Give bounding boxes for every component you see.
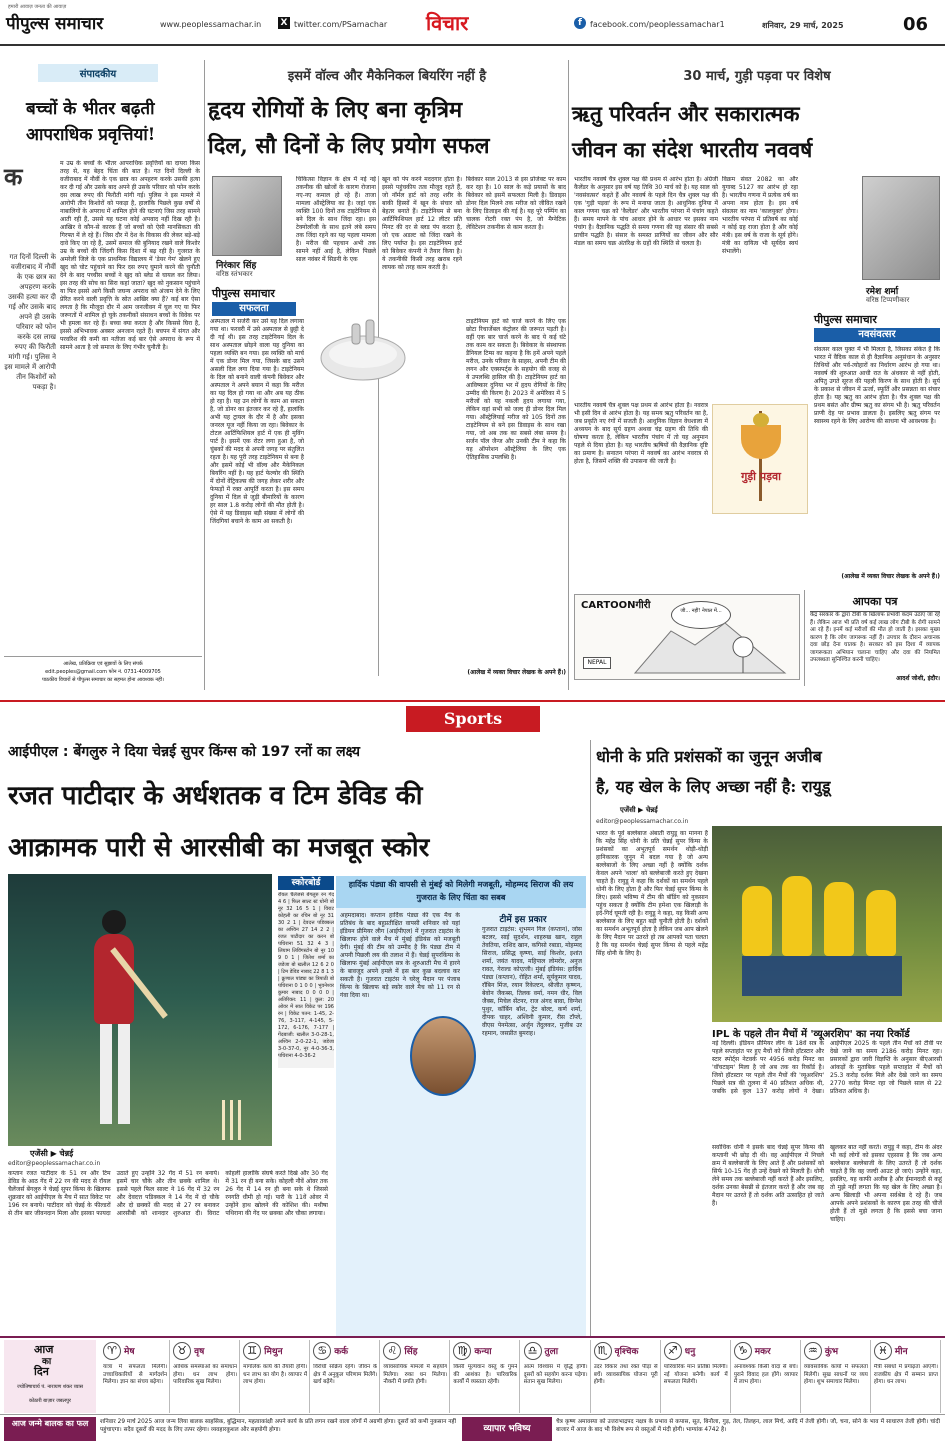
- rashi-text: पारिवारिक मान प्रतिष्ठा मिलेगी। नई योजना बनेगी। कार्य में सफलता मिलेगी।: [663, 1364, 728, 1385]
- navvarsh-col-right: संवत्सर काल युक्त में भी मिलता है, जिसका संकेत है कि भारत में वैदिक काल से ही वैज्ञानिक अनुसंधान के अनुसार तिथियों और पर्व-त्योहारों का निर्धारण आरंभ हो गया था। नववर्ष की शुरुआत आधी रात के अंधकार से नहीं होती, अपितु उगते सूरज की पहली किरण के साथ होती है। सूर्य के प्रकाश से जीवन में ऊर्जा, स्फूर्ति और प्रसन्नता का संचार होता है। यह ऋतु का आरंभ होता है। चैत्र शुक्ल पक्ष की प्रथम बसंत और ग्रीष्म ऋतु का संगम भी है। ऋतु परिवर्तन प्राणी देह पर प्रभाव डालता है। इसलिए ऋतु संगम पर स्वास्थ्य रहने के लिए आरोग्य की साधना भी आवश्यक है।: [814, 346, 940, 425]
- rashi-cell: [591, 1340, 661, 1413]
- navvarsh-headline: [572, 96, 944, 168]
- editorial-tag: संपादकीय: [38, 64, 158, 82]
- aaj-ka-din-2: का: [42, 1357, 52, 1367]
- twitter-link[interactable]: twitter.com/PSamachar: [294, 20, 388, 29]
- cartoon-box: [574, 594, 800, 680]
- hardik-headline: हार्दिक पंड्या की वापसी से मुंबई को मिलेगी मजबूती, मोहम्मद सिराज की लय गुजरात के लिए चिंता का सबब: [336, 876, 586, 908]
- author-name-ramesh: रमेश शर्मा: [866, 287, 899, 297]
- rashi-text: उदर विकार तथा रक्त पीड़ा से बचें। व्यावसायिक योजना पूरी होगी।: [593, 1364, 658, 1385]
- author-role-nirankar: वरिष्ठ स्तंभकार: [216, 270, 253, 278]
- dhoni-body-2: सर्वाधिक धोनी ने इसके बाद चेन्नई सुपर किंग्स की कप्तानी भी छोड़ दी थी। वह आईपीएल में निचले क्रम में बल्लेबाजी के लिए आते हैं और प्रशंसकों को सिर्फ 10-15 गेंद ही उन्हें देखने को मिलती हैं। धोनी लेने समय तक बल्लेबाजी नहीं करते हैं और इसलिए, दर्शक उनका बेसब्री से इंतजार करते हैं और जब वह मैदान पर उतरते हैं तो दर्शक अति उत्साहित हो जाते हैं।: [712, 1144, 824, 1207]
- dhoni-headline-1: धोनी के प्रति प्रशंसकों का जुनून अजीब: [596, 747, 822, 766]
- dhoni-body-3: खुलकर बात नहीं करते। रायुडू ने कहा, टीम के अंदर भी कई लोगों को इसका एहसास है कि जब अन्य बल्लेबाज बल्लेबाजी के लिए उतरते हैं तो दर्शक चाहते हैं कि वह जल्दी आउट हो जाएं। उन्होंने कहा, इसलिए, यह काफी अजीब है और ईमानदारी से कहूं तो मुझे नहीं लगता कि यह खेल के लिए अच्छा है। अन्य खिलाड़ी भी अपना सर्वश्रेष्ठ दे रहे हैं। जब आपके अपने प्रशंसकों के कारण इस तरह की चीजें होती हैं तो मुझे लगता है कि इससे बचा जाना चाहिए।: [830, 1144, 942, 1223]
- rashi-name: सिंह: [404, 1347, 418, 1357]
- rashi-name: कन्या: [474, 1347, 492, 1357]
- masthead-logo[interactable]: पीपुल्स समाचार: [6, 14, 104, 34]
- letter-title: आपका पत्र: [810, 594, 940, 612]
- footer-line-2[interactable]: edit.peoples@gmail.com फोन नं. 0731-4009705: [45, 669, 161, 675]
- rcb-batsman-photo: [8, 874, 272, 1146]
- rashi-text: यात्रा में सफलता मिलेगी। उच्चाधिकारियों से मार्गदर्शन मिलेगा। ज्ञान का संचय बढ़ेगा।: [103, 1364, 168, 1385]
- ipl-headline-2: आक्रामक पारी से आरसीबी का मजबूत स्कोर: [8, 833, 430, 863]
- zodiac-icon: ♊: [243, 1342, 261, 1360]
- astrologer-name: ज्योतिषाचार्य पं. नारायण शंकर व्यास: [16, 1384, 84, 1390]
- ipl-record-title: IPL के पहले तीन मैचों में 'व्यूअरशिप' का नया रिकॉर्ड: [712, 1029, 910, 1040]
- cartoon-drawing: [575, 615, 799, 679]
- dhoni-headline-2: है, यह खेल के लिए अच्छा नहीं है: रायुडू: [596, 777, 831, 796]
- rashi-cell: [450, 1340, 520, 1413]
- navvarsh-col1: भारतीय नववर्ष चैत्र शुक्ल पक्ष की प्रथम से आरंभ होता है। अंग्रेजी कैलेंडर के अनुसार इस वर्ष यह तिथि 30 मार्च को है। यह साल को 'नवसंवत्सर' कहते हैं और नववर्ष के पहले दिन चैत्र शुक्ल पक्ष की एक 'गुड़ी पड़वा' के रूप में मनाया जाता है। आधुनिक दुनिया में काल गणना चक्र को 'कैलेंडर' और भारतीय परंपरा में पंचांग कहते हैं। समय मापने के पांच आधार होने के आधार पर इसका नाम पंचांग है। वैज्ञानिक पद्धति से समय गणना की यह संसार की सबसे प्राचीन पद्धति है। संसार के समस्त प्राणियों का जीवन और सौर मंडल का समय चक्र अंतरिक्ष के ग्रहों की स्थिति से चलता है।: [574, 176, 718, 247]
- gudi-padwa-image: [712, 404, 808, 514]
- heart-footer: (आलेख में व्यक्त विचार लेखक के अपने हैं।): [467, 669, 566, 676]
- vyapar-bhavishya-text: चैत्र कृष्ण अमावस्या को उत्तराभाद्रपद नक्षत्र के प्रभाव से कपास, सूत, बिनौला, गुड़, तेल, तिलहन, लाल मिर्च, आदि में तेजी होगी। जौ, चना, सोने के भाव में साधारण तेजी होगी। चांदी बाजार में आज के बाद भी विशेष रूप से वस्तुओं में मंदी होगी। भाग्यांक 4742 है।: [556, 1419, 940, 1433]
- section-title: विचार: [426, 11, 469, 35]
- navvarsh-col2: विक्रम संवत 2082 का और युगाब्द 5127 का आरंभ हो रहा है। भारतीय गणना में प्रत्येक वर्ष का अपना नाम होता है। इस वर्ष संवत्सर का नाम 'कालयुक्त' होगा। भारतीय परंपरा में प्रतिवर्ष का कोई न कोई ग्रह राजा होता है और कोई मंत्री। इस वर्ष के राजा के सूर्य होंगे। मंत्री का दायित्व भी सूर्यदेव स्वयं संभालेंगे।: [722, 176, 798, 255]
- rashi-name: वृश्चिक: [614, 1347, 639, 1357]
- hardik-body: अहमदाबाद। कप्तान हार्दिक पंड्या की एक मैच के प्रतिबंध के बाद बहुप्रतीक्षित वापसी शनिवार को यहां इंडियन प्रीमियर लीग (आईपीएल) में गुजरात टाइटंस के खिलाफ होने वाले मैच में मुंबई इंडियंस को मजबूती देगी। मुंबई की टीम को उम्मीद है कि पंड्या टीम में अपनी पिछली लय की तलाश में हैं। चेन्नई सुपरकिंग्स के खिलाफ मुंबई आईपीएल सत्र के शुरुआती मैच में हारने के बावजूद अपने हमले में इस बार कुछ बदलाव कर सकती है। गुजरात टाइटंस ने घरेलू मैदान पर पंजाब किंग्स के खिलाफ बड़े स्कोर वाले मैच को 11 रन से गंवा दिया था।: [340, 912, 460, 999]
- page-number: 06: [903, 14, 929, 35]
- ipl-byline: एजेंसी ▶ चेन्नई: [30, 1149, 74, 1158]
- heart-body-lower-left: अस्पताल में सर्जरी कर उसे यह दिल लगाया गया था। फरवरी में उसे अस्पताल से छुट्टी दे दी गई थी। इस तरह टाइटेनियम दिल के साथ अस्पताल छोड़ने वाला यह दुनिया का पहला व्यक्ति बन गया। इस व्यक्ति को मार्च में एक डोनर मिल गया, जिसके बाद उसने असली दिल लगा दिया गया है। टाइटेनियम के दिल को बनाने वाली कंपनी बिवेकर और अस्पताल ने अपने बयान में कहा कि मरीज का यह दिल हो गया था और अब यह ठीक हो रहा है। यह उन लोगों के काम आ सकता है, जो डोनर का इंतजार कर रहे हैं, हालांकि अभी यह ट्रायल के दौर में है और इसका जनरल यूज नहीं किया जा रहा। बिवेकार के टोटल आर्टिफिशियल हार्ट में एक ही मुविंग पार्ट है। इसमें एक रोटर लगा हुआ है, जो चुंबकों की मदद से अपनी जगह पर संतुलित रहता है। यह पूरी तरह टाइटेनियम से बना है और इसमें कोई भी वॉल्व और मैकेनिकल बियरिंग नहीं है। यह हार्ट फेल्योर की स्थिति में दोनों वेंट्रिकल्स की जगह लेकर शरीर और फेफड़ों में रक्त आपूर्ति करता है। इस समय दुनिया में दिल से जुड़ी बीमारियों के कारण हर साल 1.8 करोड़ लोगों की मौत होती है। ऐसे में यह डिवाइस बड़ी संख्या में लोगों की जिंदगियां बचाने के काम आ सकती है।: [210, 318, 304, 525]
- author-photo-ramesh: [862, 176, 940, 280]
- zodiac-icon: ♐: [664, 1342, 682, 1360]
- rashi-text: आर्थिक समस्याओं का समाधान होगा। धन लाभ होगा। पारिवारिक सुख मिलेगा।: [173, 1364, 238, 1385]
- astrologer-place: कोठारी बाज़ार जबलपुर: [29, 1398, 71, 1404]
- rashi-cell: [380, 1340, 450, 1413]
- cartoon-sign: NEPAL: [583, 657, 611, 669]
- facebook-link[interactable]: facebook.com/peoplessamachar1: [590, 20, 725, 29]
- rashi-text: किसी मूल्यवान वस्तु के गुमने की आशंका है। पारिवारिक कार्यों में व्यस्तता रहेगी।: [453, 1364, 518, 1385]
- ipl-record-body: नई दिल्ली। इंडियन प्रीमियर लीग के 18वें सत्र के पहले सप्ताहांत पर हुए मैचों को जियो हॉटस्टार और स्टार स्पोर्ट्स नेटवर्क पर 4956 करोड़ मिनट का 'वॉचटाइम' मिला है जो अब तक का रिकॉर्ड है। जियो हॉटस्टार पर पहले तीन मैचों की 'व्यूअरशिप' पिछले सत्र की तुलना में 40 प्रतिशत अधिक थी, जबकि इसे कुल 137 करोड़ लोगों ने देखा। आईपीएल 2025 के पहले तीन मैचों को टीवी पर देखे जाने का समय 2186 करोड़ मिनट रहा। प्रसारकों द्वारा जारी विज्ञप्ति के अनुसार बीएआरसी आंकड़ों के मुताबिक पहले सप्ताहांत में मैचों को 25.3 करोड़ दर्शक मिले और देखे जाने का समय 2770 करोड़ मिनट रहा जो पिछले साल से 22 प्रतिशत अधिक है।: [712, 1040, 942, 1095]
- rashi-name: तुला: [544, 1347, 559, 1357]
- ipl-body: कप्तान रजत पाटीदार के 51 रन और टिम डेविड के आठ गेंद में 22 रन की मदद से रॉयल चैलेंजर्स बेंगलुरु ने चेन्नई सुपर किंग्स के खिलाफ शुक्रवार को आईपीएल के मैच में सात विकेट पर 196 रन बनाये। पाटीदार को चेन्नई के फील्डरों से तीन बार जीवनदान मिला और इसका फायदा उठाते हुए उन्होंने 32 गेंद में 51 रन बनाये। इसमें चार चौके और तीन छक्के शामिल थे। इससे पहले फिल साल्ट ने 16 गेंद में 32 रन और देवदत्त पडिक्कल ने 14 गेंद में दो चौके और दो छक्कों की मदद से 27 रन बनाकर आरसीबी को शानदार शुरुआत दी। विराट कोहली हालांकि संघर्ष करते दिखे और 30 गेंद में 31 रन ही बना सके। कोहली नौवें ओवर तक 26 गेंद में 14 रन ही बना सके थे जिससे रनगति धीमी हो गई। पारी के 11वें ओवर में उन्होंने हाथ खोलने की कोशिश की। मथीषा पथिराना की गेंद पर छक्का और चौका लगाया।: [8, 1170, 328, 1217]
- rashi-name: मीन: [894, 1347, 908, 1357]
- heart-kicker: इसमें वॉल्व और मैकेनिकल बियरिंग नहीं है: [287, 69, 487, 84]
- rashi-text: मैत्री संबंधों में प्रगाढ़ता आएगी। राजकीय क्षेत्र में सम्मान प्राप्त होगा। धन लाभ।: [873, 1364, 938, 1385]
- heart-col2: खून को पंप करने मददगार होता है। इससे पहुंचकीय तत्व मौजूद रहते हैं, जो नॉर्मल हार्ट को तरह शरीर के बाकी हिस्सों में खून के संचार को बेहतर बनाते हैं। टाइटेनियम से बना आर्टिफिशियल हार्ट 12 लीटर प्रति मिनट की दर से ब्लड पंप करता है, जो एक अडल्ट को जिंदा रखने के लिए पर्याप्त है। इस टाइटेनियम हार्ट को बिवेकर कंपनी ने तैयार किया है। ये तकनीकी किसी तरह खराब रहने लायक को तरह काम करती है।: [382, 176, 462, 271]
- ipl-headline: [8, 770, 592, 874]
- dhoni-headline: [596, 742, 942, 802]
- sports-banner: Sports: [406, 706, 540, 732]
- issue-date: शनिवार, 29 मार्च, 2025: [762, 21, 844, 30]
- rashi-name: कुंभ: [824, 1347, 839, 1357]
- zodiac-icon: ♈: [103, 1342, 121, 1360]
- rashi-name: मेष: [124, 1347, 135, 1357]
- heart-headline: [208, 92, 568, 164]
- editorial-footer: [4, 660, 202, 684]
- masthead-tagline: हमारी आवाज़ जनता की आवाज़: [8, 4, 67, 10]
- editorial-body: म उम्र के बच्चों के भीतर आपराधिक प्रवृत्तियों का दायरा किस तरह से, यह बेहद चिंता की बात है। गत दिनों दिल्ली के वजीराबाद में नौवीं के एक छात्र का अपहरण करके उसकी हत्या कर दी गई और उसके बाद अपने ही उसके परिवार को फोन करके दस लाख रुपए की फिरौती मांगी गई। पुलिस ने इस मामले में आरोपी तीन किशोरों को पकड़ा है, हालांकि पिछले कुछ वर्षों से नाबालिगों के अपराध में शामिल होने की घटनाएं जिस तरह सामने आती रही हैं, उससे यह घटना कोई अपवाद नहीं दिख रही है। आखिर वे कौन-से कारक हैं जो बच्चों को ऐसी मानसिकता की गिरफ्त में ले रहे हैं। जिस दौर में देश के विकास की लेकर बड़े-बड़े दावे किए जा रहे हैं, उसमें समाज की बुनियाद रखने वाले किशोर उम्र के बच्चों की जिंदगी किस दिशा में बढ़ रही है। गुजरात के अमरेली जिले के एक प्राथमिक विद्यालय में 'डेयर गेम' खेलने हुए खुद को चोट पहुंचाने का फिर दस रुपए घुमाने करने की चुनौती देने के बाद पच्चीस बच्चों ने खुद को ब्लेड से घायल कर लिया। इस तरह की सोच का सिरा कहां जाता? खुद को नुकसान पहुंचाने या फिर इससे आगे किसी जघन्य अपराध को अंजाम देने के लिए प्रेरित करने वाली प्रवृत्ति के स्रोत आखिर क्या हैं? कई बार ऐसा लगता है कि मौजूदा दौर में आम जनजीवन में घुल गए या फिर जरूरतों में शामिल हो चुके तकनीकों संसाधन बच्चों के विवेक पर भी हमला कर रहे हैं। बच्चा क्या करता है और किससे घिरा है, इससे अभिभावक अक्सर अनजान रहते हैं। बचपन में संगत और परवरिश की कमी का नतीजा कई बार ऐसे अपराध के रूप में सामने आता है जो समाज के लिए गंभीर चुनौती है।: [60, 160, 200, 351]
- zodiac-icon: ♋: [313, 1342, 331, 1360]
- x-icon: X: [278, 17, 290, 29]
- zodiac-icon: ♑: [734, 1342, 752, 1360]
- gudi-padwa-label: गुड़ी पड़वा: [741, 470, 781, 483]
- hardik-story-box: [336, 876, 586, 1336]
- csk-players-photo: [712, 826, 942, 1022]
- rashi-name: धनु: [684, 1347, 696, 1357]
- janme-balak-text: शनिवार 29 मार्च 2025 आज जन्म लिया बालक साहसिक, बुद्धिमान, महत्वाकांक्षी अपने कार्य के प्रति लगन रखने वाला लोगों में अग्रणी होगा। दूसरों को कभी नुकसान नहीं पहुंचाएगा। सदैव दूसरों की मदद के लिए तत्पर रहेगा। व्यवहारकुशल और सहयोगी होगा।: [100, 1419, 456, 1433]
- cartoon-title: CARTOONगीरी: [581, 600, 651, 611]
- rashi-cell: [731, 1340, 801, 1413]
- rashi-cell: [521, 1340, 591, 1413]
- website-link[interactable]: www.peoplessamachar.in: [160, 20, 262, 29]
- navvarsh-col-lower: भारतीय नववर्ष चैत्र शुक्ल पक्ष प्रथम से आरंभ होता है। नवरात्र भी इसी दिन से आरंभ होता है। यह समय ऋतु परिवर्तन का है, जब प्रकृति नए रंगों में सजती है। आधुनिक विज्ञान वेधशाला में अध्ययन के बाद सूर्य ग्रहण अथवा चंद्र ग्रहण की तिथि की घोषणा करता है, लेकिन भारतीय पंचांग में तो यह अनुमान पहले से दिया होता है। यह भारतीय ऋषियों की वैज्ञानिक दृष्टि का प्रमाण है। सनातन परंपरा में नववर्ष का आरंभ नवरात्र से होता है, जिसमें शक्ति की उपासना की जाती है।: [574, 402, 708, 465]
- navvarsh-kicker: 30 मार्च, गुड़ी पड़वा पर विशेष: [683, 69, 831, 84]
- drop-cap: क: [4, 163, 23, 191]
- aaj-ka-din-3: दिन: [34, 1365, 49, 1378]
- author-name-nirankar: निरंकार सिंह: [216, 261, 257, 271]
- rashi-name: मिथुन: [264, 1347, 283, 1357]
- editorial-side-quote: गत दिनों दिल्ली के वजीराबाद में नौवीं के एक छात्र का अपहरण करके उसकी हत्या कर दी गई और उसके बाद अपने ही उसके परिवार को फोन करके दस लाख रुपए की फिरौती मांगी गई। पुलिस ने इस मामले में आरोपी तीन किशोरों को पकड़ा है।: [4, 253, 56, 391]
- rashi-text: व्यावसायिक कार्यों में सफलता मिलेगी। सुख साधनों पर व्यय होगा। शुभ समाचार मिलेगा।: [803, 1364, 868, 1385]
- letter-signature: आदर्श जोशी, इंदौर।: [896, 675, 940, 682]
- rashi-text: व्यावसायिक मामलों में सहयोग मिलेगा। रुका धन मिलेगा। नौकरी में प्रगति होगी।: [383, 1364, 448, 1385]
- ipl-kicker: आईपीएल : बेंगलुरु ने दिया चेन्नई सुपर किंग्स को 197 रनों का लक्ष्य: [8, 744, 361, 760]
- footer-line-3: पाठकीय विचारों से पीपुल्स समाचार का सहमत होना आवश्यक नहीं।: [42, 677, 164, 683]
- section-logo-navvarsh: पीपुल्स समाचार: [814, 313, 877, 326]
- heart-headline-1: हृदय रोगियों के लिए बना कृत्रिम: [208, 97, 463, 123]
- rashi-cell: [170, 1340, 240, 1413]
- zodiac-icon: ♍: [453, 1342, 471, 1360]
- aaj-ka-din-box: [4, 1340, 96, 1413]
- cartoon-bubble: जी... नहीं! नेपाल में...: [671, 601, 731, 629]
- zodiac-icon: ♏: [594, 1342, 612, 1360]
- rashi-cell: [240, 1340, 310, 1413]
- hardik-photo: [410, 1016, 476, 1096]
- footer-line-1: आलेख, प्रतिक्रिया एवं सुझावों के लिए संपर्क: [63, 661, 143, 667]
- author-role-ramesh: वरिष्ठ टिप्पणीकार: [866, 296, 910, 304]
- navvarsh-footer: (आलेख में व्यक्त विचार लेखक के अपने हैं।): [841, 573, 940, 580]
- aaj-ka-din-1: आज: [34, 1343, 54, 1356]
- heart-col3: बिवेकार साल 2013 से इस प्रोजेक्ट पर काम कर रहा है। 10 साल के कड़े प्रयासों के बाद बिवेकार को इसमें सफलता मिली है। डिवाइस डोनर दिल मिलने तक मरीज को जीवित रखने के लिए डिजाइन की गई है। यह पूरे पम्पिंग का चालक रोटरी रक्त पंप है, जो मैग्नेटिक लेविटेशन तकनीक से काम करता है।: [466, 176, 566, 231]
- ipl-headline-1: रजत पाटीदार के अर्धशतक व टिम डेविड की: [8, 781, 423, 811]
- heart-headline-2: दिल, सौ दिनों के लिए प्रयोग सफल: [208, 133, 490, 159]
- section-logo-heart: पीपुल्स समाचार: [212, 287, 275, 300]
- rashi-cell: [871, 1340, 941, 1413]
- rashi-cell: [310, 1340, 380, 1413]
- editorial-headline: बच्चों के भीतर बढ़ती आपराधिक प्रवृत्तियां!: [26, 99, 156, 145]
- teams-list: गुजरात टाइटंस: शुभमन गिल (कप्तान), जोस बटलर, साई सुदर्शन, शाहरुख खान, राहुल तेवतिया, राशिद खान, कगिसो रबाडा, मोहम्मद सिराज, प्रसिद्ध कृष्णा, साई किशोर, इशांत शर्मा, जयंत यादव, महिपाल लोमरोर, अनुज रावत, गेराल्ड कोएत्जी। मुंबई इंडियंस: हार्दिक पंड्या (कप्तान), रोहित शर्मा, सूर्यकुमार यादव, रॉबिन मिंज, रयान रिकेल्टन, श्रीजीत कृष्णन, बेवोन जैकब्स, तिलक वर्मा, नमन धीर, विल जैक्स, मिचेल सेंटनर, राज अंगद बावा, विग्नेश पुथुर, कॉर्बिन बॉश, ट्रेंट बोल्ट, कर्ण शर्मा, दीपक चाहर, अश्विनी कुमार, रीस टॉप्ले, वीएस पेनमेत्सा, अर्जुन तेंदुलकर, मुजीब उर रहमान, जसप्रीत बुमराह।: [482, 926, 582, 1037]
- zodiac-icon: ♒: [804, 1342, 822, 1360]
- heart-body-right: टाइटेनियम हार्ट को चार्ज करने के लिए एक छोटा रिचार्जेबल कंट्रोलर की जरूरत पड़ती है। वहीं एक बार चार्ज करने के बाद ये कई घंटे तक काम कर सकता है। बिवेकार के संस्थापक डैनियल टिम्स का कहना है कि हमें अपने पहले मरीज, उनके परिवार के साहस, अपनी टीम की लगन और एक्सपर्ट्स के सहयोग की वजह से ये उपलब्धि हासिल की है। टाइटेनियम हार्ट का आविष्कार दुनिया भर में हृदय रोगियों के लिए उम्मीद की किरण है। 2023 में अमेरिका में 5 मरीजों को यह नकली हृदय लगाया गया, लेकिन वहां सभी को जल्द ही डोनर दिल मिल गया। ऑस्ट्रेलियाई मरीज को 105 दिनों तक टाइटेनियम से बने इस डिवाइस के साथ रखा गया, जो अब तक का सबसे लंबा समय है। सर्जन पॉल जैन्ज और उनकी टीम ने कहा कि यह ऑपरेशन ऑस्ट्रेलिया के लिए एक ऐतिहासिक उपलब्धि है।: [466, 318, 566, 461]
- janme-balak-label: आज जन्मे बालक का फल: [4, 1417, 96, 1441]
- rashi-cell: [801, 1340, 871, 1413]
- ipl-email[interactable]: editor@peoplessamachar.co.in: [8, 1160, 101, 1167]
- zodiac-icon: ♓: [874, 1342, 892, 1360]
- dhoni-body: भारत के पूर्व बल्लेबाज अंबाती रायुडू का मानना है कि महेंद्र सिंह धोनी के प्रति चेन्नई सुपर किंग्स के प्रशंसकों का अभूतपूर्व समर्थन थोड़ी-थोड़ी हानिकारक जुनून में बदल गया है जो अन्य बल्लेबाजों के लिए अच्छा नहीं है क्योंकि दर्शक केवल अपने 'थाला' को बल्लेबाजी करते हुए देखना चाहते हैं। रायुडू ने कहा कि दर्शकों का समर्थन पहले धोनी के लिए होता है और फिर चेन्नई सुपर किंग्स के लिए। इससे भविष्य में टीम की बॉडिंग को नुकसान पहुंच सकता है क्योंकि टीम हमेशा एक खिलाड़ी के इर्द-गिर्द घूमती रही है। रायुडू ने कहा, यह किसी अन्य बल्लेबाज के लिए बहुत बड़ी चुनौती होती है। दर्शकों का समर्थन अभूतपूर्व होता है लेकिन जब आप खेलने के लिए मैदान पर उतरते हो तब आपको पता चलता है कि यह समर्थन चेन्नई सुपर किंग्स से पहले महेंद्र सिंह धोनी के लिए है।: [596, 830, 708, 957]
- zodiac-icon: ♎: [524, 1342, 542, 1360]
- label-navsamvatsar: नवसंवत्सर: [814, 328, 940, 342]
- rashi-text: विरोधी सक्रिय रहेंगे। जीवन के क्षेत्र में अनुकूल परिणाम मिलेंगे। खर्च बढ़ेंगे।: [313, 1364, 378, 1385]
- dhoni-email[interactable]: editor@peoplessamachar.co.in: [596, 818, 689, 825]
- heart-col1: चिकित्सा विज्ञान के क्षेत्र में नई नई तकनीक की खोजों के कारण रोजाना नए-नए कमाल हो रहे हैं। ताजा मामला ऑस्ट्रेलिया का है। जहां एक व्यक्ति 100 दिनों तक टाइटेनियम से बने दिल के साथ जिंदा रहा। इस टेक्नोलॉजी के साथ इतने लंबे समय तक जिंदा रहने का यह पहला मामला है। मरीज की पहचान अभी तक सामने नहीं आई है, लेकिन पिछले साल नवंबर में सिडनी के एक: [296, 176, 376, 263]
- vyapar-bhavishya-label: व्यापार भविष्य: [462, 1417, 552, 1441]
- navvarsh-headline-1: ऋतु परिवर्तन और सकारात्मक: [572, 101, 800, 126]
- rashi-text: आत्म विश्वास में वृद्धि होगी। दूसरों को सहयोग करना पड़ेगा। संतान सुख मिलेगा।: [523, 1364, 588, 1385]
- zodiac-icon: ♌: [383, 1342, 401, 1360]
- dhoni-byline: एजेंसी ▶ चेन्नई: [620, 806, 658, 814]
- author-photo-nirankar: [212, 176, 282, 256]
- rashi-text: अनावश्यक किसी वादा से बचें। पुराने विवाद हल होंगे। व्यापार में लाभ होगा।: [733, 1364, 798, 1385]
- letter-body: केंद्र सरकार के द्वारा टीबी के खिलाफ प्रभावी कदम उठाए जा रहे हैं। लेकिन आज भी प्रति वर्ष कई लाख लोग टीबी के रोगी सामने आ रहे हैं। इनमें कई मरीजों की मौत हो जाती है। इसका मुख्य कारण है कि लोग जागरूक नहीं हैं। उपचार के दौरान अचानक दवा छोड़ देना घातक है। सरकार को इस दिशा में व्यापक जागरूकता अभियान चलाना चाहिए और दवा की नियमित उपलब्धता सुनिश्चित करनी चाहिए।: [810, 612, 940, 663]
- rashi-name: मकर: [754, 1347, 771, 1357]
- facebook-icon: f: [574, 17, 586, 29]
- zodiac-icon: ♉: [173, 1342, 191, 1360]
- rashi-name: वृष: [194, 1347, 205, 1357]
- masthead: [0, 0, 945, 58]
- scorecard-title: स्कोरबोर्ड: [278, 876, 334, 890]
- rashi-cell: [661, 1340, 731, 1413]
- scorecard-table: रॉयल चैलेंजर्स बेंगलुरु रन गेंद 4 6 | फिल साल्ट स्टं धोनी बो नूर 32 16 5 1 | विराट कोहली का रचिन बो नूर 31 30 2 1 | देवदत्त पडिक्कल का अश्विन 27 14 2 2 | रजत पाटीदार का करन बो पथिराना 51 32 4 3 | लियाम लिविंगस्टोन बो नूर 10 9 0 1 | जितेश शर्मा का जडेजा बो खलील 12 6 2 0 | टिम डेविड नाबाद 22 8 1 3 | क्रुणाल पांड्या का त्रिपाठी बो पथिराना 0 1 0 0 | भुवनेश्वर कुमार नाबाद 0 0 0 0 | अतिरिक्त: 11 | कुल: 20 ओवर में सात विकेट पर 196 रन | विकेट पतन: 1-45, 2-76, 3-117, 4-145, 5-172, 6-176, 7-177 | गेंदबाजी: खलील 3-0-28-1, अश्विन 2-0-22-1, जडेजा 3-0-37-0, नूर 4-0-36-3, पथिराना 4-0-36-2: [278, 892, 334, 1068]
- teams-title: टीमें इस प्रकार: [499, 915, 547, 925]
- label-safalta: सफलता: [212, 302, 296, 316]
- rashi-cell: [100, 1340, 170, 1413]
- rashi-name: कर्क: [334, 1347, 349, 1357]
- navvarsh-headline-2: जीवन का संदेश भारतीय नववर्ष: [572, 137, 813, 162]
- titanium-heart-image: [308, 318, 418, 384]
- rashi-text: मांगलिक कार्य की तैयारी होगी। धन लाभ का योग है। व्यापार में लाभ होगा।: [243, 1364, 308, 1385]
